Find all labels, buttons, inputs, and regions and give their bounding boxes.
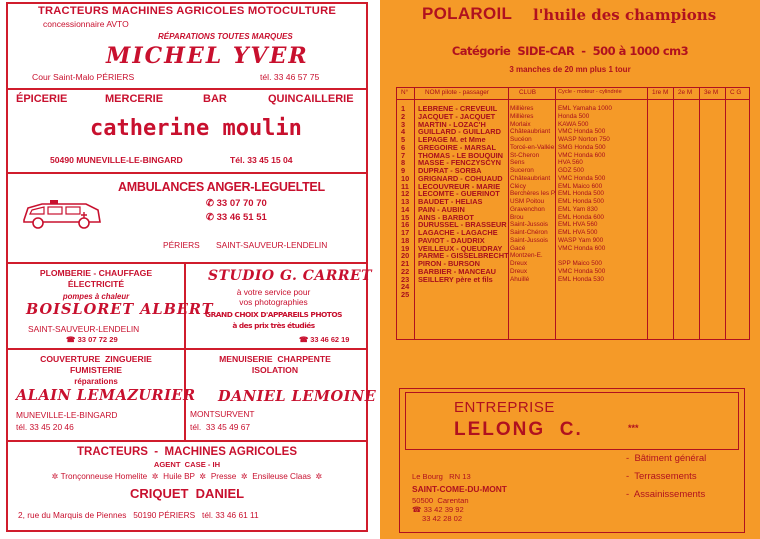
row-number: 22 bbox=[401, 266, 410, 276]
row-number: 10 bbox=[401, 173, 410, 183]
row-pilot: VEILLEUX - QUEUDRAY bbox=[418, 243, 503, 253]
row-pilot: DURUSSEL - BRASSEUR bbox=[418, 220, 507, 230]
row-pilot: MARTIN - LOZAC'H bbox=[418, 119, 486, 129]
phone-icon: ☎ bbox=[412, 505, 424, 514]
header-name: NOM pilote - passager bbox=[425, 89, 489, 96]
ad6-headline-1: COUVERTURE ZINGUERIE bbox=[40, 354, 152, 364]
row-bike: EML Yamaha 1000 bbox=[558, 105, 612, 112]
ad3-headline: AMBULANCES ANGER-LEGUELTEL bbox=[118, 180, 325, 194]
ad8-list: ✲ Tronçonneuse Homelite ✲ Huile BP ✲ Presse ✲ Ensileuse Claas ✲ bbox=[51, 472, 323, 481]
ad4-headline-1: PLOMBERIE - CHAUFFAGE bbox=[39, 268, 153, 278]
enterprise-name: LELONG C. bbox=[454, 419, 583, 440]
ad4-headline-2: ÉLECTRICITÉ bbox=[67, 279, 125, 289]
title-brand: POLAROIL bbox=[422, 4, 513, 23]
row-number: 7 bbox=[401, 150, 406, 160]
row-bike: VMC Honda 600 bbox=[558, 151, 606, 159]
row-club: Ahuillé bbox=[510, 275, 530, 283]
row-bike: HVA 560 bbox=[558, 159, 583, 167]
row-club: Dreux bbox=[510, 267, 528, 275]
ad5-phone bbox=[299, 335, 349, 344]
enterprise-zip: 50500 Carentan bbox=[412, 496, 469, 505]
row-bike: EML Maico 600 bbox=[558, 182, 603, 190]
row-number: 21 bbox=[401, 259, 410, 268]
ad-studio-carret bbox=[186, 264, 373, 348]
row-pilot: THOMAS - LE BOUQUIN bbox=[418, 150, 503, 160]
row-number: 25 bbox=[401, 290, 410, 299]
ad1-address: Cour Saint-Malo PÉRIERS bbox=[32, 72, 135, 82]
header-m2: 2e M bbox=[678, 89, 693, 96]
row-number: 15 bbox=[401, 212, 410, 222]
row-number: 16 bbox=[401, 220, 410, 230]
ad2-name: catherine moulin bbox=[90, 116, 302, 141]
ad1-tagline: RÉPARATIONS TOUTES MARQUES bbox=[158, 32, 293, 41]
row-number: 12 bbox=[401, 189, 410, 199]
ad5-line3: GRAND CHOIX D'APPAREILS PHOTOS bbox=[205, 310, 342, 319]
row-pilot: BAUDET - HELIAS bbox=[418, 197, 483, 206]
ad6-town: MUNEVILLE-LE-BINGARD bbox=[16, 410, 118, 420]
row-bike: EML Yam 830 bbox=[558, 205, 598, 213]
ad2-headline-4: QUINCAILLERIE bbox=[268, 93, 354, 105]
ad5-line4: à des prix très étudiés bbox=[232, 321, 315, 330]
row-club: Saint-Jussois bbox=[510, 221, 549, 229]
row-club: Suceron bbox=[510, 167, 534, 174]
ad-criquet bbox=[8, 442, 366, 532]
row-club: Sucéon bbox=[510, 136, 532, 143]
ad7-name: DANIEL LEMOINE bbox=[218, 388, 377, 405]
row-club: Millières bbox=[510, 112, 534, 120]
row-club: Torcé-en-Vallée bbox=[510, 143, 555, 151]
row-number: 20 bbox=[401, 251, 410, 261]
ad2-address: 50490 MUNEVILLE-LE-BINGARD bbox=[50, 155, 183, 165]
row-pilot: LAGACHE - LAGACHE bbox=[418, 228, 498, 237]
ad2-headline-2: MERCERIE bbox=[105, 93, 164, 105]
row-bike: EML HVA 500 bbox=[558, 229, 598, 236]
ad3-phone-1-number: 33 07 70 70 bbox=[216, 198, 267, 209]
row-pilot: MASSE - FENCZYSCYN bbox=[418, 158, 501, 168]
phone-icon: ☎ bbox=[299, 335, 311, 344]
row-pilot: GRIGNARD - COHUAUD bbox=[418, 173, 503, 183]
row-pilot: JACQUET - JACQUET bbox=[418, 111, 496, 121]
row-club: Châteaubriant bbox=[510, 174, 551, 182]
ad-ambulances bbox=[8, 174, 366, 264]
row-pilot: PAIN - AUBIN bbox=[418, 204, 465, 214]
row-bike: KAWA 500 bbox=[558, 120, 589, 128]
subtitle: 3 manches de 20 mn plus 1 tour bbox=[509, 65, 631, 74]
row-club: Sens bbox=[510, 159, 525, 167]
service-3: - Assainissements bbox=[626, 489, 706, 500]
row-number: 19 bbox=[401, 243, 410, 253]
ad1-headline: TRACTEURS MACHINES AGRICOLES MOTOCULTURE bbox=[37, 5, 337, 17]
row-pilot: LEPAGE M. et Mme bbox=[418, 135, 486, 144]
row-club: Clécy bbox=[510, 182, 526, 190]
ad7-town: MONTSURVENT bbox=[190, 409, 255, 419]
row-bike: Honda 500 bbox=[558, 112, 590, 120]
row-club: Saint-Jussois bbox=[510, 236, 549, 244]
row-bike: EML Honda 600 bbox=[558, 213, 604, 221]
header-cg: C G bbox=[730, 89, 742, 96]
row-pilot: AINS - BARBOT bbox=[418, 212, 474, 222]
row-club: St-Cheron bbox=[510, 151, 540, 159]
enterprise-phone-1 bbox=[412, 505, 464, 514]
ad7-headline-1: MENUISERIE CHARPENTE bbox=[219, 354, 331, 364]
ad1-phone: tél. 33 46 57 75 bbox=[260, 72, 320, 82]
row-number: 18 bbox=[401, 235, 410, 245]
ad-michel-yver bbox=[8, 4, 366, 88]
ad3-phone-2 bbox=[206, 212, 267, 223]
ad8-name: CRIQUET DANIEL bbox=[129, 486, 245, 501]
ad4-name: BOISLORET ALBERT bbox=[26, 301, 214, 318]
ad6-sub: réparations bbox=[74, 377, 118, 386]
row-club: Montzen-E. bbox=[510, 252, 543, 260]
ad3-phone-2-number: 33 46 51 51 bbox=[216, 212, 267, 223]
row-bike: VMC Honda 600 bbox=[558, 244, 606, 252]
ad5-name: STUDIO G. CARRET bbox=[208, 268, 373, 284]
ad-lemoine bbox=[186, 350, 377, 440]
row-bike: WASP Norton 750 bbox=[558, 136, 610, 143]
ad5-phone-number: 33 46 62 19 bbox=[310, 335, 350, 344]
enterprise-phone-1-number: 33 42 39 92 bbox=[423, 505, 464, 514]
row-number: 5 bbox=[401, 135, 406, 144]
row-club: Morlaix bbox=[510, 120, 531, 128]
ad5-line2: vos photographies bbox=[239, 297, 308, 307]
header-m3: 3e M bbox=[704, 89, 719, 96]
ad3-phone-1 bbox=[206, 198, 267, 209]
row-club: Dreux bbox=[510, 260, 528, 267]
row-bike: EML Honda 500 bbox=[558, 198, 604, 205]
row-bike: EML Honda 500 bbox=[558, 190, 604, 198]
enterprise-town: SAINT-COME-DU-MONT bbox=[412, 484, 507, 494]
row-number: 13 bbox=[401, 197, 410, 206]
row-bike: VMC Honda 500 bbox=[558, 267, 606, 275]
ad-catherine-moulin bbox=[8, 90, 366, 172]
ad6-headline-2: FUMISTERIE bbox=[69, 365, 123, 375]
results-table bbox=[396, 87, 750, 340]
phone-icon: ☎ bbox=[66, 335, 78, 344]
ad4-sub: pompes à chaleur bbox=[62, 292, 130, 301]
ad-lemazurier bbox=[8, 350, 196, 440]
enterprise-stars: *** bbox=[628, 423, 639, 433]
row-bike: WASP Yam 900 bbox=[558, 236, 604, 244]
title-rest: l'huile des champions bbox=[533, 6, 717, 24]
row-number: 1 bbox=[401, 104, 406, 113]
ad5-line1: à votre service pour bbox=[236, 287, 311, 297]
row-number: 11 bbox=[401, 181, 409, 191]
enterprise-banner bbox=[405, 392, 739, 450]
row-number: 6 bbox=[401, 142, 406, 152]
ad8-sub: AGENT CASE - IH bbox=[153, 460, 221, 469]
ad2-headline-3: BAR bbox=[203, 93, 227, 105]
row-bike: EML Honda 530 bbox=[558, 275, 604, 283]
row-club: Gravenchon bbox=[510, 205, 545, 213]
ad-boisloret bbox=[8, 264, 214, 348]
row-pilot: GREGOIRE - MARSAL bbox=[418, 142, 497, 152]
row-pilot: PIRON - BURSON bbox=[418, 259, 481, 268]
row-club: Saint-Chéron bbox=[510, 229, 548, 236]
row-bike: SMG Honda 500 bbox=[558, 143, 606, 151]
row-number: 14 bbox=[401, 204, 410, 214]
row-number: 2 bbox=[401, 111, 406, 121]
service-2: - Terrassements bbox=[626, 471, 697, 482]
row-club: Berchères les P. bbox=[510, 190, 557, 198]
left-ads-frame bbox=[6, 2, 377, 532]
row-pilot: PARME - GISSELBRECHT bbox=[418, 251, 509, 261]
ad4-phone bbox=[66, 335, 118, 344]
row-club: Millières bbox=[510, 105, 534, 112]
phone-icon: ✆ bbox=[206, 198, 217, 209]
ad1-sub: concessionnaire AVTO bbox=[43, 19, 129, 29]
row-number: 4 bbox=[401, 127, 406, 137]
row-pilot: LEBRENE - CREVEUIL bbox=[418, 104, 498, 113]
row-bike: GDZ 500 bbox=[558, 167, 584, 174]
ad3-towns: PÉRIERS SAINT-SAUVEUR-LENDELIN bbox=[163, 240, 328, 250]
ad4-town: SAINT-SAUVEUR-LENDELIN bbox=[28, 324, 140, 334]
row-pilot: SEILLERY père et fils bbox=[418, 274, 493, 284]
row-pilot: LECOMTE - GUERINOT bbox=[418, 189, 500, 199]
row-number: 8 bbox=[401, 158, 406, 168]
row-pilot: PAVIOT - DAUDRIX bbox=[418, 235, 485, 245]
row-number: 17 bbox=[401, 228, 410, 237]
ad4-phone-number: 33 07 72 29 bbox=[77, 335, 118, 344]
header-bike: Cycle - moteur - cylindrée bbox=[558, 89, 622, 95]
row-pilot: BARBIER - MANCEAU bbox=[418, 266, 497, 276]
row-pilot: GUILLARD - GUILLARD bbox=[418, 127, 501, 137]
ad8-headline: TRACTEURS - MACHINES AGRICOLES bbox=[77, 446, 297, 458]
row-number: 9 bbox=[401, 166, 406, 175]
header-m1: 1re M bbox=[652, 89, 669, 96]
header-n: N° bbox=[401, 89, 409, 96]
ad1-name: MICHEL YVER bbox=[106, 43, 309, 69]
ad6-phone: tél. 33 45 20 46 bbox=[16, 422, 74, 432]
phone-icon: ✆ bbox=[206, 212, 217, 223]
row-number: 24 bbox=[401, 282, 410, 292]
row-pilot: DUPRAT - SORBA bbox=[418, 166, 482, 175]
ad8-address: 2, rue du Marquis de Piennes 50190 PÉRIERS tél. 33 46 61 11 bbox=[18, 510, 259, 520]
row-bike: SPP Maico 500 bbox=[558, 260, 602, 267]
enterprise-phone-2: 33 42 28 02 bbox=[422, 514, 463, 523]
row-pilot: LECOUVREUR - MARIE bbox=[418, 181, 501, 191]
enterprise-ad bbox=[399, 388, 745, 533]
row-club: Châteaubriant bbox=[510, 128, 551, 136]
row-club: USM Poitou bbox=[510, 198, 545, 205]
row-bike: VMC Honda 500 bbox=[558, 128, 606, 136]
row-number: 3 bbox=[401, 119, 406, 129]
row-club: Gacé bbox=[510, 244, 526, 252]
enterprise-label: ENTREPRISE bbox=[454, 399, 555, 416]
ad7-headline-2: ISOLATION bbox=[251, 365, 299, 375]
service-1: - Bâtiment général bbox=[626, 453, 707, 464]
row-number: 23 bbox=[401, 274, 410, 284]
row-bike: EML HVA 560 bbox=[558, 221, 598, 229]
row-bike: VMC Honda 500 bbox=[558, 174, 606, 182]
header-club: CLUB bbox=[519, 89, 537, 96]
table-rows bbox=[397, 105, 749, 339]
right-page bbox=[380, 0, 760, 539]
ad7-phone: tél. 33 45 49 67 bbox=[190, 422, 251, 432]
enterprise-address: Le Bourg RN 13 bbox=[412, 472, 471, 481]
row-club: Brou bbox=[510, 213, 524, 221]
ad2-phone: Tél. 33 45 15 04 bbox=[230, 155, 293, 165]
ad2-headline-1: ÉPICERIE bbox=[16, 93, 68, 105]
ad6-name: ALAIN LEMAZURIER bbox=[16, 387, 196, 404]
ambulance-icon bbox=[20, 194, 104, 232]
category: Catégorie SIDE-CAR - 500 à 1000 cm3 bbox=[451, 44, 689, 58]
